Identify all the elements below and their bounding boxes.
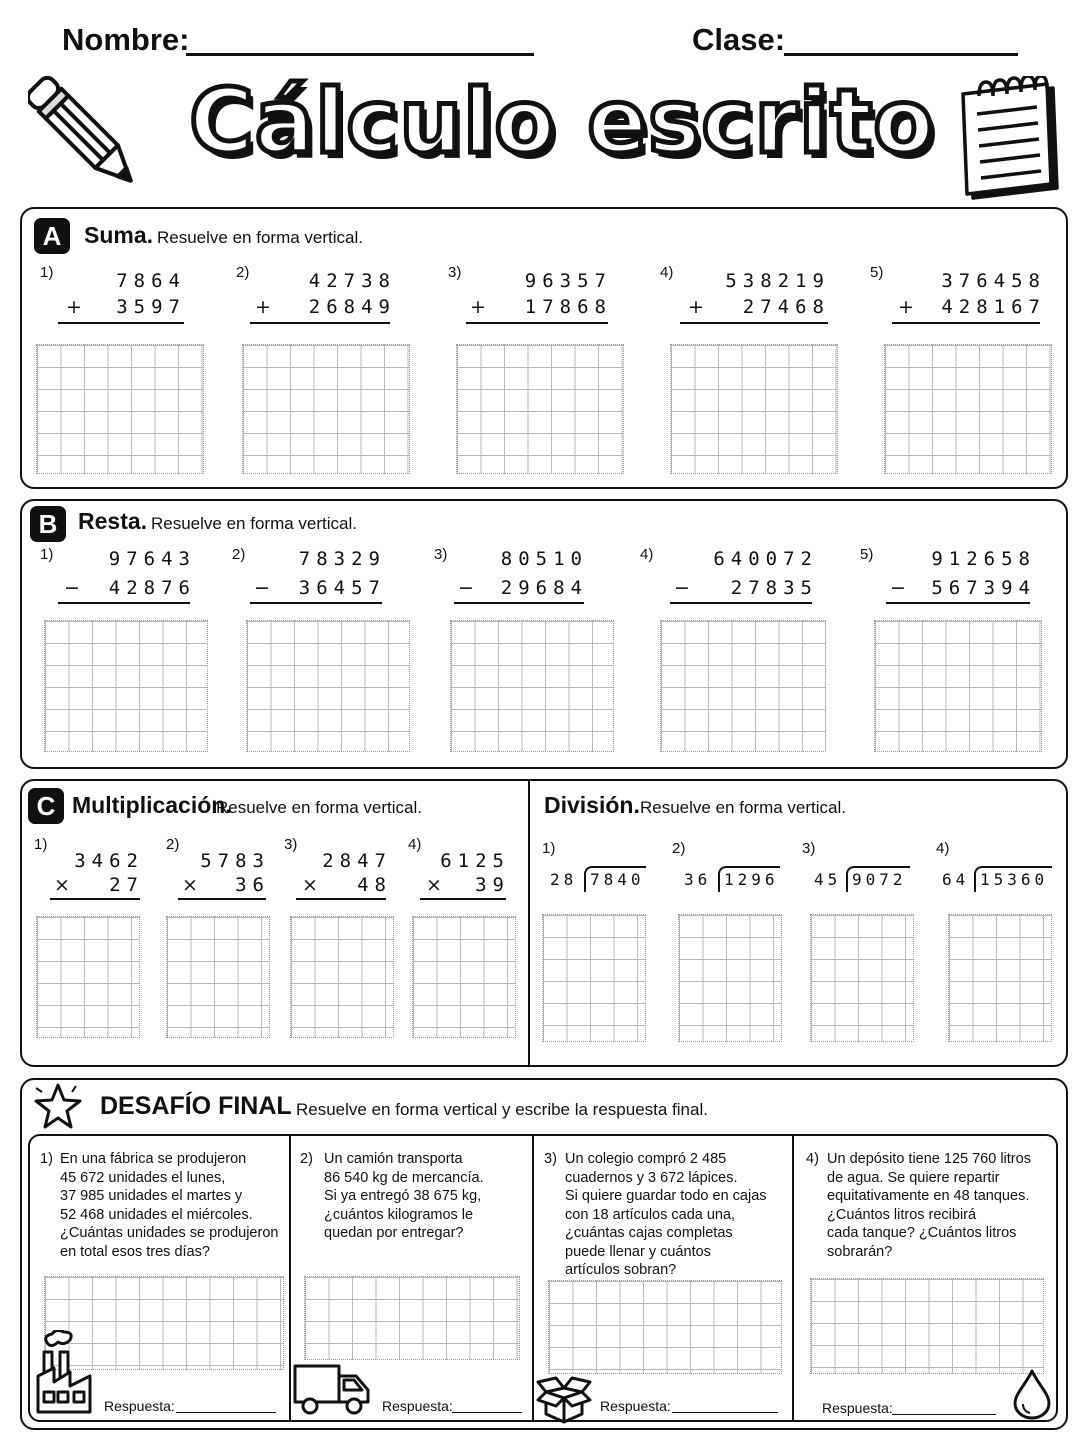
section-title: Suma. <box>84 222 154 248</box>
sum-line <box>892 322 1040 324</box>
work-grid[interactable] <box>874 620 1042 752</box>
minus-operator: − <box>64 577 80 599</box>
minus-operator: − <box>890 577 906 599</box>
work-grid[interactable] <box>412 916 516 1038</box>
problem-text: Un depósito tiene 125 760 litros de agua. Se quiere repartir equitativamente en 48 tanques. ¿Cuántos litros recibirá cada tanque? ¿Cuántos litros sobrarán? <box>827 1151 1031 1260</box>
answer-field[interactable] <box>176 1412 276 1413</box>
work-grid[interactable] <box>542 914 646 1042</box>
work-grid[interactable] <box>242 344 410 474</box>
addend-bottom: 3597 <box>116 296 186 318</box>
minuend: 640072 <box>713 548 818 570</box>
work-grid[interactable] <box>450 620 614 752</box>
addend-bottom: 428167 <box>941 296 1046 318</box>
truck-icon <box>292 1362 372 1416</box>
times-operator: × <box>302 874 318 896</box>
page-title: Cálculo escrito <box>189 70 935 173</box>
problem-number: 4) <box>640 546 654 563</box>
multiplier: 27 <box>109 874 144 896</box>
sum-line <box>466 322 608 324</box>
problem-number: 5) <box>860 546 874 563</box>
dividend: 9072 <box>852 870 907 889</box>
plus-operator: + <box>470 296 486 318</box>
work-grid[interactable] <box>246 620 410 752</box>
problem-number: 2) <box>166 836 180 853</box>
pencil-icon <box>28 72 140 196</box>
section-title: DESAFÍO FINAL <box>100 1092 292 1120</box>
work-grid[interactable] <box>660 620 826 752</box>
multiplier: 39 <box>475 874 510 896</box>
addend-top: 7864 <box>116 270 186 292</box>
section-instruction: Resuelve en forma vertical. <box>151 514 357 533</box>
column-divider <box>792 1135 794 1421</box>
subtrahend: 567394 <box>931 577 1036 599</box>
dividend: 7840 <box>590 870 645 889</box>
times-operator: × <box>54 874 70 896</box>
divisor: 28 <box>550 870 578 889</box>
star-icon <box>32 1082 84 1132</box>
work-grid[interactable] <box>304 1276 520 1360</box>
dividend: 1296 <box>724 870 779 889</box>
difference-line <box>670 602 812 604</box>
addend-top: 538219 <box>725 270 830 292</box>
problem-number: 2) <box>300 1151 313 1167</box>
section-badge: A <box>34 218 70 254</box>
multiplier: 48 <box>357 874 392 896</box>
problem-number: 3) <box>448 264 462 281</box>
work-grid[interactable] <box>948 914 1052 1042</box>
subtrahend: 36457 <box>298 577 386 599</box>
multiplicand: 2847 <box>322 850 392 872</box>
class-label: Clase: <box>692 22 786 57</box>
problem-number: 3) <box>434 546 448 563</box>
work-grid[interactable] <box>810 914 914 1042</box>
answer-field[interactable] <box>452 1412 522 1413</box>
minuend: 912658 <box>931 548 1036 570</box>
work-grid[interactable] <box>290 916 394 1038</box>
problem-number: 4) <box>660 264 674 281</box>
column-divider <box>532 1135 534 1421</box>
addend-top: 96357 <box>524 270 612 292</box>
factory-icon <box>34 1330 94 1414</box>
notepad-icon <box>955 76 1067 204</box>
answer-field[interactable] <box>892 1414 996 1415</box>
problem-number: 3) <box>802 840 816 857</box>
times-operator: × <box>426 874 442 896</box>
name-label: Nombre: <box>62 22 190 57</box>
problem-text: Un colegio compró 2 485 cuadernos y 3 672 lápices. Si quiere guardar todo en cajas con 18 artículos cada una, ¿cuántas cajas completas puede llenar y cuántos artículos sobran? <box>565 1151 767 1278</box>
work-grid[interactable] <box>670 344 838 474</box>
work-grid[interactable] <box>36 916 140 1038</box>
section-title: División. <box>544 792 640 818</box>
answer-label: Respuesta: <box>822 1400 893 1416</box>
work-grid[interactable] <box>678 914 782 1042</box>
section-instruction: Resuelve en forma vertical. <box>157 228 363 247</box>
answer-label: Respuesta: <box>104 1398 175 1414</box>
sum-line <box>680 322 828 324</box>
minus-operator: − <box>674 577 690 599</box>
addend-top: 42738 <box>308 270 396 292</box>
answer-label: Respuesta: <box>382 1398 453 1414</box>
answer-field[interactable] <box>672 1412 778 1413</box>
section-instruction: Resuelve en forma vertical. <box>640 798 846 817</box>
problem-number: 2) <box>236 264 250 281</box>
problem-number: 2) <box>672 840 686 857</box>
problem-number: 1) <box>34 836 48 853</box>
divisor: 36 <box>684 870 712 889</box>
multiplier: 36 <box>235 874 270 896</box>
subtrahend: 42876 <box>108 577 196 599</box>
minuend: 80510 <box>500 548 588 570</box>
divisor: 64 <box>942 870 970 889</box>
minuend: 97643 <box>108 548 196 570</box>
problem-number: 1) <box>40 546 54 563</box>
addend-bottom: 27468 <box>742 296 830 318</box>
difference-line <box>250 602 382 604</box>
work-grid[interactable] <box>810 1278 1044 1374</box>
problem-number: 1) <box>40 1151 53 1167</box>
minus-operator: − <box>254 577 270 599</box>
work-grid[interactable] <box>456 344 624 474</box>
plus-operator: + <box>66 296 82 318</box>
dividend: 15360 <box>980 870 1049 889</box>
sum-line <box>250 322 390 324</box>
plus-operator: + <box>898 296 914 318</box>
product-line <box>296 898 386 900</box>
minus-operator: − <box>458 577 474 599</box>
difference-line <box>58 602 190 604</box>
subtrahend: 27835 <box>730 577 818 599</box>
sum-line <box>58 322 184 324</box>
section-instruction: Resuelve en forma vertical. <box>216 798 422 817</box>
column-divider <box>528 780 530 1066</box>
problem-text: En una fábrica se produjeron 45 672 unidades el lunes, 37 985 unidades el martes y 52 468 unidades el miércoles. ¿Cuántas unidades se produjeron en total esos tres días? <box>60 1151 279 1260</box>
addend-bottom: 17868 <box>524 296 612 318</box>
problem-number: 5) <box>870 264 884 281</box>
addend-bottom: 26849 <box>308 296 396 318</box>
name-field[interactable] <box>186 53 534 56</box>
section-badge: B <box>30 506 66 542</box>
problem-number: 3) <box>544 1151 557 1167</box>
section-title: Multiplicación. <box>72 792 232 818</box>
column-divider <box>289 1135 291 1421</box>
section-instruction: Resuelve en forma vertical y escribe la respuesta final. <box>296 1100 708 1119</box>
problem-text: Un camión transporta 86 540 kg de mercancía. Si ya entregó 38 675 kg, ¿cuántos kilogramos le quedan por entregar? <box>324 1151 484 1241</box>
multiplicand: 6125 <box>440 850 510 872</box>
work-grid[interactable] <box>44 620 208 752</box>
water-drop-icon <box>1012 1368 1052 1420</box>
problem-number: 4) <box>408 836 422 853</box>
answer-label: Respuesta: <box>600 1398 671 1414</box>
difference-line <box>886 602 1030 604</box>
times-operator: × <box>182 874 198 896</box>
multiplicand: 3462 <box>74 850 144 872</box>
work-grid[interactable] <box>884 344 1052 474</box>
multiplicand: 5783 <box>200 850 270 872</box>
problem-number: 1) <box>542 840 556 857</box>
divisor: 45 <box>814 870 842 889</box>
section-title: Resta. <box>78 508 148 534</box>
plus-operator: + <box>688 296 704 318</box>
work-grid[interactable] <box>166 916 270 1038</box>
problem-number: 4) <box>806 1151 819 1167</box>
work-grid[interactable] <box>548 1280 782 1374</box>
minuend: 78329 <box>298 548 386 570</box>
section-badge: C <box>28 788 64 824</box>
difference-line <box>454 602 584 604</box>
product-line <box>178 898 266 900</box>
addend-top: 376458 <box>941 270 1046 292</box>
product-line <box>420 898 506 900</box>
product-line <box>50 898 140 900</box>
problem-number: 1) <box>40 264 54 281</box>
problem-number: 3) <box>284 836 298 853</box>
plus-operator: + <box>255 296 271 318</box>
problem-number: 2) <box>232 546 246 563</box>
problem-number: 4) <box>936 840 950 857</box>
work-grid[interactable] <box>36 344 204 474</box>
class-field[interactable] <box>784 53 1018 56</box>
box-icon <box>536 1374 592 1424</box>
subtrahend: 29684 <box>500 577 588 599</box>
